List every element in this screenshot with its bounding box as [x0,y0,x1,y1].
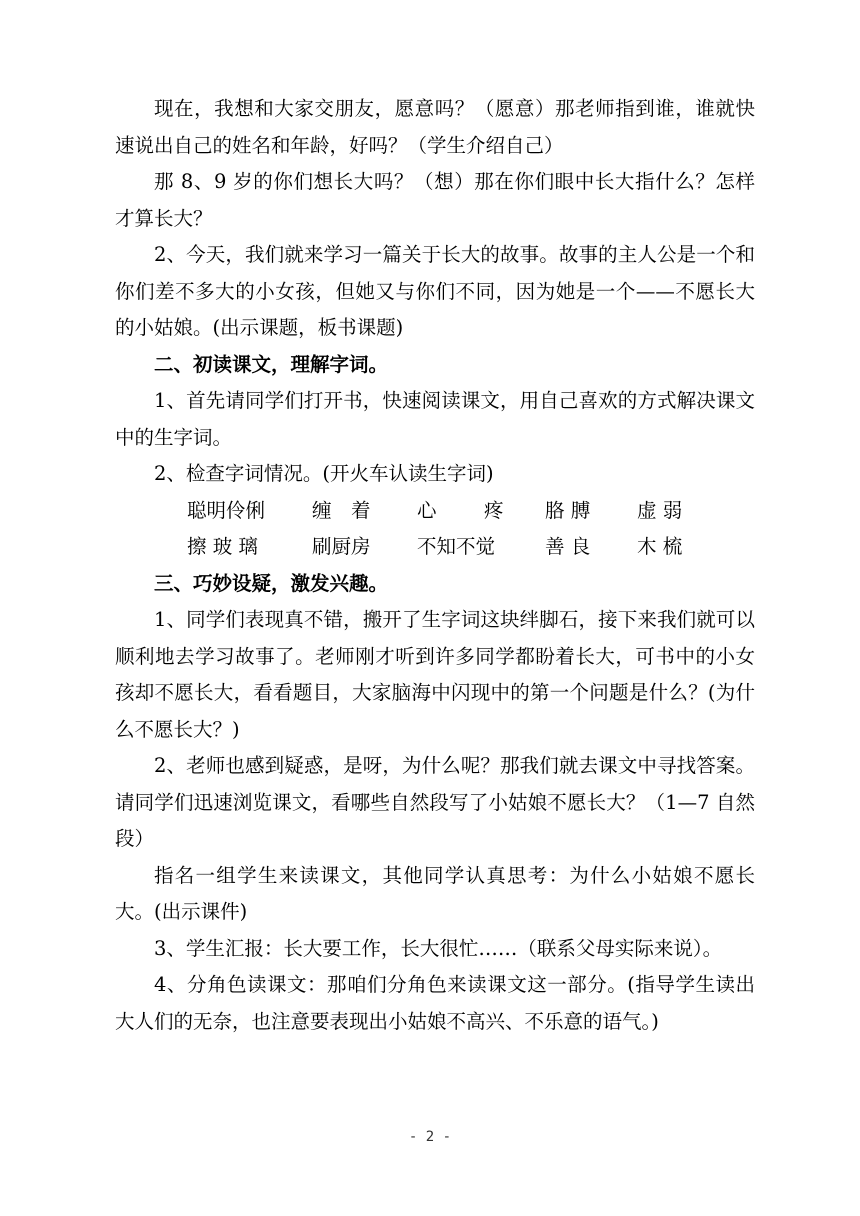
vocab-word: 擦 玻 璃 [187,535,258,558]
vocab-word: 刷厨房 [312,535,371,558]
vocab-word: 虚 弱 [637,498,683,522]
vocab-word: 缠 着 [312,498,371,522]
page-number: - 2 - [408,1129,452,1145]
vocab-word: 疼 [484,498,504,522]
vocab-word: 善 良 [545,535,591,558]
section-heading-2: 二、初读课文，理解字词。 [154,352,389,376]
paragraph-role-reading: 4、分角色读课文：那咱们分角色来读课文这一部分。(指导学生读出大人们的无奈，也注意要表现出小姑娘不高兴、不乐意的语气。) [115,973,755,1033]
paragraph-find-answer: 2、老师也感到疑惑，是呀，为什么呢？那我们就去课文中寻找答案。请同学们迅速浏览课文，看哪些自然段写了小姑娘不愿长大？（1—7 自然段） [115,754,755,850]
vocab-word: 心 [417,498,437,522]
paragraph-student-report: 3、学生汇报：长大要工作，长大很忙……（联系父母实际来说）。 [154,936,723,960]
paragraph-read-text: 1、首先请同学们打开书，快速阅读课文，用自己喜欢的方式解决课文中的生字词。 [115,389,755,449]
vocab-word: 胳 膊 [545,498,591,522]
paragraph-intro: 现在，我想和大家交朋友，愿意吗？（愿意）那老师指到谁，谁就快速说出自己的姓名和年龄，好吗？（学生介绍自己） [115,97,755,157]
paragraph-step-2-intro-story: 2、今天，我们就来学习一篇关于长大的故事。故事的主人公是一个和你们差不多大的小女孩，但她又与你们不同，因为她是一个——不愿长大的小姑娘。(出示课题，板书课题) [115,243,755,339]
vocab-row-2 [115,529,755,566]
document-page [115,91,755,1040]
paragraph-group-read: 指名一组学生来读课文，其他同学认真思考：为什么小姑娘不愿长大。(出示课件) [115,863,755,923]
vocab-word: 木 梳 [637,535,683,558]
paragraph-question-age: 那 8、9 岁的你们想长大吗？（想）那在你们眼中长大指什么？怎样才算长大？ [115,170,755,230]
vocab-word: 聪明伶俐 [187,498,266,522]
paragraph-check-vocab: 2、检查字词情况。(开火车认读生字词) [154,462,494,485]
vocab-word: 不知不觉 [417,535,496,558]
vocab-row-1 [115,493,755,530]
section-heading-3: 三、巧妙设疑，激发兴趣。 [154,571,389,595]
paragraph-first-question: 1、同学们表现真不错，搬开了生字词这块绊脚石，接下来我们就可以顺利地去学习故事了。老师刚才听到许多同学都盼着长大，可书中的小女孩却不愿长大，看看题目，大家脑海中闪现中的第一个问题是什么？(为什么不愿长大？) [115,608,755,741]
